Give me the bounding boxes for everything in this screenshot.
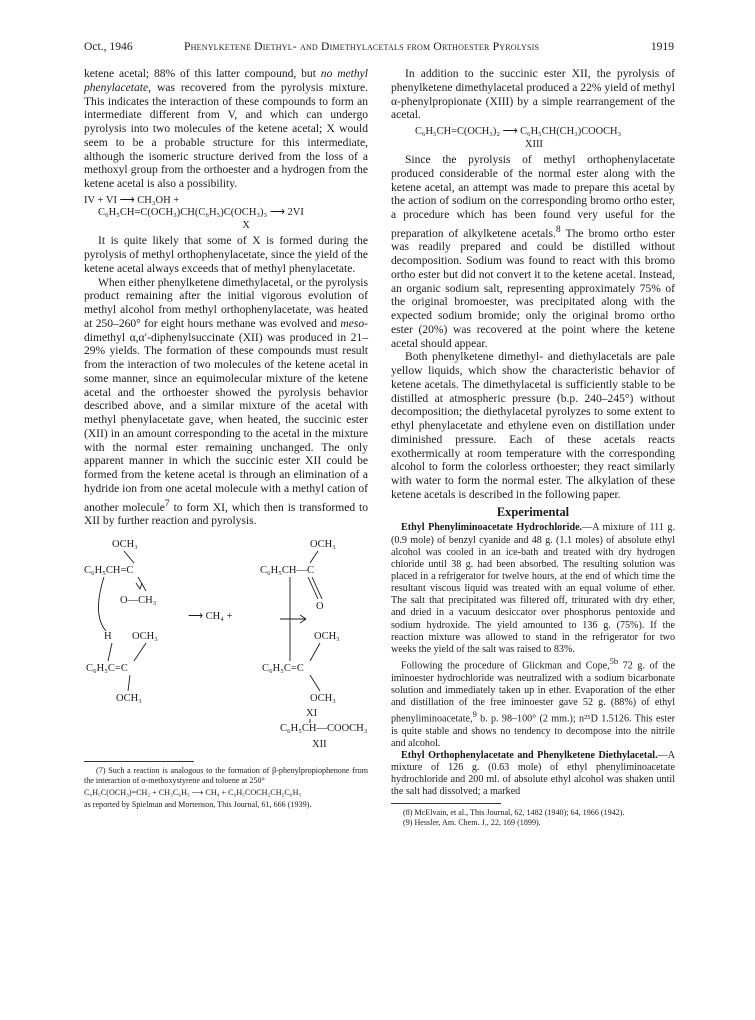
compound-label: XIII — [525, 138, 543, 150]
paragraph: In addition to the succinic ester XII, the pyrolysis of phenylketene dimethylacetal produced a 22% yield of methyl α-phenylpropionate (XIII) by a simple rearrangement of the acetal. — [391, 68, 675, 122]
diagram-label: C₆H₅CH—COOCH₃ — [280, 722, 368, 734]
paragraph: When either phenylketene dimethylacetal, or the pyrolysis product remaining after the initial vigorous evolution of methyl alcohol from methyl orthophenylacetate, was heated at 250–260° for eight hours methane was evolved and meso-dimethyl α,α′-diphenylsuccinate (XII) was produced in 21–29% yields. The formation of these compounds must result from the interaction of two molecules of the ketene acetal in some manner, since an equimolecular mixture of the ketene acetal and the orthoester showed the pyrolysis behavior described above, and a similar mixture of the acetal with methyl phenylacetate gave, when heated, the succinic ester (XII) in an amount corresponding to the acetal in the mixture with the normal ester remaining unchanged. The only apparent manner in which the succinic ester XII could be formed from the ketene acetal is through an elimination of a hydride ion from one acetal molecule with a methyl cation of another molecule$^7$ to form XI, which then is transformed to XII by further reaction and pyrolysis. — [84, 276, 368, 528]
diagram-label: OCH₃ — [132, 630, 158, 642]
paragraph: It is quite likely that some of X is formed during the pyrolysis of methyl orthophenylacetate, since the yield of the ketene acetal always exceeds that of methyl phenylacetate. — [84, 235, 368, 275]
diagram-label: O — [316, 600, 324, 612]
header-title: Phenylketene Diethyl- and Dimethylacetals from Orthoester Pyrolysis — [184, 40, 540, 53]
paragraph: Since the pyrolysis of methyl orthophenylacetate produced considerable of the normal ester along with the ketene acetal, an attempt was made to prepare this acetal by the action of sodium on the corresponding bromo ortho ester, a procedure which has been found very useful for the preparation of alkylketene acetals.$^8$ The bromo ortho ester was readily prepared and could be distilled without decomposition. Sodium was found to react with this bromo ortho ester but did not convert it to the ketene acetal. Instead, an organic sodium salt, representing approximately 75% of the original bromoester, was precipitated along with the expected sodium bromide; only the original bromo ortho ester (20%) was recovered at the point where the ketene acetal should appear. — [391, 154, 675, 350]
diagram-label: OCH₃ — [310, 538, 336, 550]
diagram-label: ⟶ CH₄ + — [188, 610, 233, 622]
diagram-label: C₆H₅CH=C — [84, 564, 134, 576]
reaction-equation: IV + VI ⟶ CH₃OH + C₆H₅CH=C(OCH₃)CH(C₆H₅)C(OCH₃)₃ ⟶ 2VI X — [84, 195, 368, 233]
compound-label: X — [242, 219, 250, 231]
reaction-equation: C₆H₅CH=C(OCH₃)₂ ⟶ C₆H₅CH(CH₃)COOCH₃ XIII — [391, 126, 675, 151]
footnote-rule — [84, 761, 194, 762]
paragraph: Both phenylketene dimethyl- and diethylacetals are pale yellow liquids, which show the characteristic behavior of ketene acetals. The dimethylacetal is sufficiently stable to be distilled at atmospheric pressure (b.p. 240–245°) without decomposition; the diethylacetal pyrolyzes to some extent to ethyl phenylacetate and ethylene even on distillation under diminished pressure. Each of these acetals reacts exothermically at room temperature with the corresponding alcohol to form the colorless orthoester; they react similarly with water to form the normal ester. The alkylation of these ketene acetals is described in the following paper. — [391, 351, 675, 501]
reaction-mechanism-diagram — [84, 535, 368, 755]
diagram-label: C₆H₅C=C — [262, 662, 304, 674]
running-header — [84, 40, 674, 56]
left-column — [84, 68, 368, 810]
section-heading: Experimental — [496, 504, 570, 519]
diagram-label: C₆H₅C=C — [86, 662, 128, 674]
diagram-label: C₆H₅CH—C — [260, 564, 314, 576]
experimental-text: Ethyl Phenyliminoacetate Hydrochloride.—A mixture of 111 g. (0.9 mole) of benzyl cyanide and 48 g. (1.1 moles) of absolute ethyl alcohol was cooled in an ice-bath and treated with dry hydrogen chloride until 38 g. had been absorbed. The resulting solution was placed in a refrigerator for twelve hours, at the end of which time the resultant viscous liquid was treated with an equal volume of ether. The salt that precipitated was filtered off, triturated with dry ether, and dried in a vacuum desiccator over phosphorus pentoxide and sodium hydroxide. The yield amounted to 136 g. (75%). If the reaction mixture was allowed to stand in the refrigerator for two weeks the yield of the salt was raised to 83%. Following the procedure of Glickman and Cope,$^{5b}$ 72 g. of the iminoester hydrochloride was neutralized with a sodium bicarbonate solution and immediately taken up in ether. Evaporation of the ether and distillation of the free iminoester gave 52 g. (88%) of ethyl phenyliminoacetate,$^9$ b. p. 98–100° (2 mm.); n²⁵D 1.5126. This ester is quite stable and shows no tendency to decompose into the nitrile and alcohol. Ethyl Orthophenylacetate and Phenylketene Diethylacetal.—A mixture of 126 g. (0.63 mole) of ethyl phenyliminoacetate hydrochloride and 200 ml. of absolute ethyl alcohol was shaken until the salt had dissolved; a marked — [391, 522, 676, 798]
diagram-label: OCH₃ — [112, 538, 138, 550]
diagram-label: H — [104, 630, 112, 642]
footnote: (7) Such a reaction is analogous to the formation of β-phenylpropiophenone from the interaction of α-methoxystyrene and toluene at 250° C₆H₅C(OCH₃)=CH₂ + CH₃C₆H₅ ⟶ CH₄ + C₆H₅COCH₂CH₂C₆H₅ as reported by Spielman and Mortenson, This Journal, 61, 666 (1939). — [84, 765, 368, 809]
paragraph: ketene acetal; 88% of this latter compound, but no methyl phenylacetate, was recovered from the pyrolysis mixture. This indicates the interaction of these compounds to form an intermediate different from V, and which can undergo pyrolysis into two molecules of the ketene acetal; X would seem to be a probable structure for this intermediate, although the isomeric structure derived from the loss of a methoxyl group from the orthoester and a hydrogen from the ketene acetal is also a possibility. — [84, 68, 368, 190]
compound-label: XI — [306, 707, 318, 719]
diagram-label: OCH₃ — [310, 692, 336, 704]
compound-label: XII — [312, 738, 327, 750]
footnote-rule — [391, 803, 501, 804]
footnote: (8) McElvain, et al., This Journal, 62, 1482 (1940); 64, 1966 (1942). (9) Hessler, Am. Chem. J., 22, 169 (1899). — [403, 807, 625, 827]
diagram-label: O—CH₃ — [120, 594, 157, 606]
right-column — [391, 68, 675, 828]
diagram-label: OCH₃ — [116, 692, 142, 704]
header-date: Oct., 1946 — [84, 40, 133, 53]
page-number: 1919 — [650, 40, 674, 53]
diagram-label: OCH₃ — [314, 630, 340, 642]
